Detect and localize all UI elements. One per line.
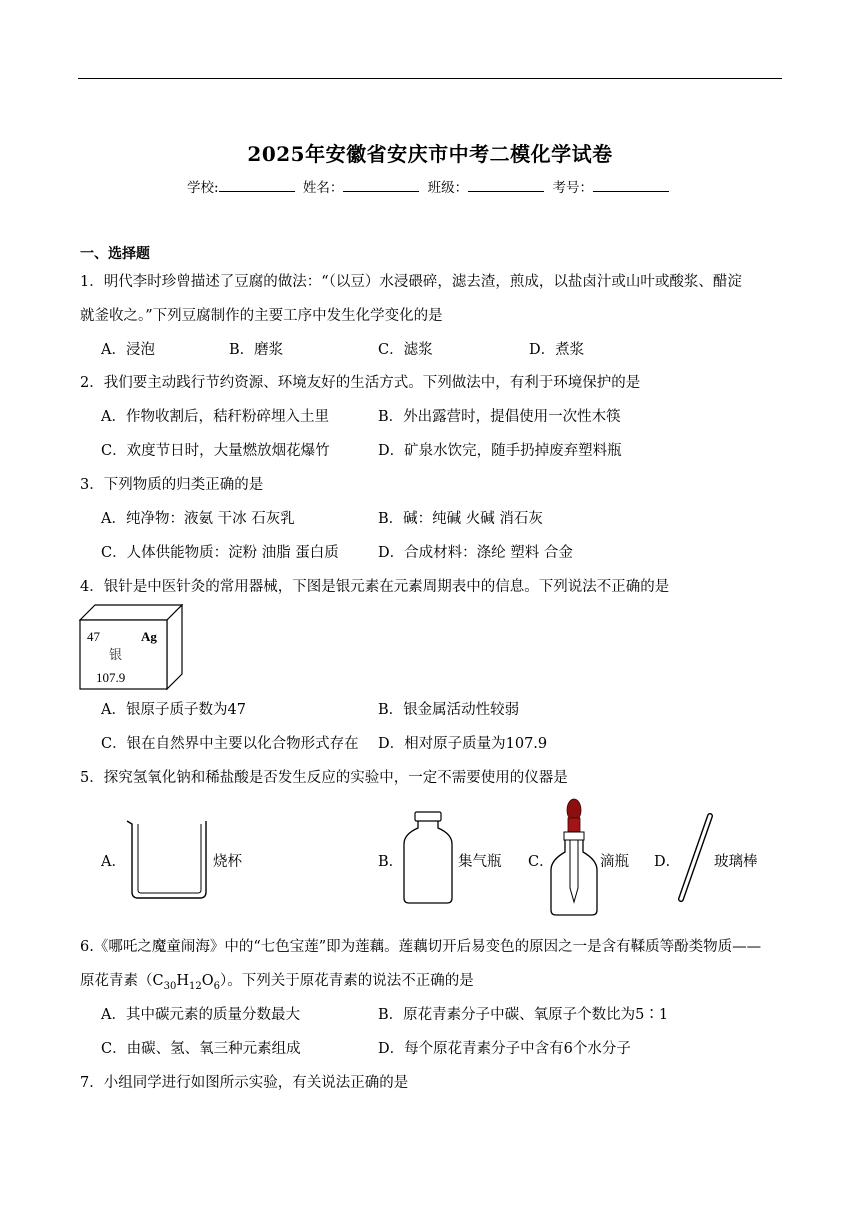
q3-option-c[interactable]: C．人体供能物质：淀粉 油脂 蛋白质: [101, 545, 339, 561]
q5-option-d-letter[interactable]: D．: [654, 854, 681, 870]
q1-stem-line2: 就釜收之。”下列豆腐制作的主要工序中发生化学变化的是: [80, 308, 443, 324]
q2-option-d[interactable]: D．矿泉水饮完，随手扔掉废弃塑料瓶: [378, 443, 622, 459]
element-symbol: Ag: [141, 629, 157, 644]
q4-option-d[interactable]: D．相对原子质量为107.9: [378, 736, 548, 752]
q6-option-d[interactable]: D．每个原花青素分子中含有6个水分子: [378, 1041, 631, 1057]
q1-option-d[interactable]: D．煮浆: [529, 342, 585, 358]
q6-sub-o: 6: [213, 980, 220, 992]
q5-option-a-letter[interactable]: A．: [101, 854, 126, 870]
exam-number-blank[interactable]: [593, 179, 669, 192]
q5-option-c-letter[interactable]: C．: [528, 854, 554, 870]
tile-side-face: [167, 605, 182, 689]
q6-option-b[interactable]: B．原花青素分子中碳、氧原子个数比为5∶1: [378, 1007, 669, 1023]
q6-option-c[interactable]: C．由碳、氢、氧三种元素组成: [101, 1041, 301, 1057]
q6-line2-pre: 原花青素（C: [80, 973, 164, 989]
q3-option-b[interactable]: B．碱：纯碱 火碱 消石灰: [378, 511, 543, 527]
q4-option-c[interactable]: C．银在自然界中主要以化合物形式存在: [101, 736, 359, 752]
class-label: 班级：: [427, 180, 469, 196]
q2-option-a[interactable]: A．作物收割后，秸秆粉碎埋入土里: [101, 409, 329, 425]
q4-option-b[interactable]: B．银金属活动性较弱: [378, 702, 520, 718]
element-name: 银: [109, 648, 123, 663]
q5-option-b-label[interactable]: 集气瓶: [458, 854, 502, 870]
q2-option-b[interactable]: B．外出露营时，提倡使用一次性木筷: [378, 409, 621, 425]
section-title: 一、选择题: [80, 246, 150, 262]
q6-sub-h: 12: [189, 980, 202, 992]
dropper-bottle-icon: [548, 796, 600, 918]
q5-option-b-letter[interactable]: B．: [378, 854, 404, 870]
glass-rod-icon: [674, 812, 716, 904]
beaker-icon: [124, 818, 212, 902]
exam-number-label: 考号：: [552, 180, 593, 196]
q5-option-d-label[interactable]: 玻璃棒: [714, 854, 758, 870]
element-tile-figure: [79, 604, 183, 690]
name-label: 姓名：: [302, 180, 344, 196]
q1-stem-line1: 1．明代李时珍曾描述了豆腐的做法：“（以豆）水浸碨碎，滤去渣，煎成，以盐卤汁或山叶或酸浆、醋淀: [80, 274, 742, 290]
element-mass: 107.9: [96, 670, 126, 685]
q1-option-c[interactable]: C．滤浆: [378, 342, 433, 358]
q6-sub-c: 30: [163, 980, 177, 992]
exam-title: 2025年安徽省安庆市中考二模化学试卷: [247, 142, 613, 166]
q2-stem: 2．我们要主动践行节约资源、环境友好的生活方式。下列做法中，有利于环境保护的是: [80, 375, 641, 391]
q1-option-b[interactable]: B．磨浆: [229, 342, 284, 358]
q5-option-c-label[interactable]: 滴瓶: [600, 854, 629, 870]
q6-option-a[interactable]: A．其中碳元素的质量分数最大: [101, 1007, 300, 1023]
name-blank[interactable]: [343, 179, 419, 192]
q3-option-d[interactable]: D．合成材料：涤纶 塑料 合金: [378, 545, 573, 561]
q4-stem: 4．银针是中医针灸的常用器械，下图是银元素在元素周期表中的信息。下列说法不正确的是: [80, 579, 670, 595]
tile-top-face: [80, 605, 182, 620]
student-info-line: [0, 176, 860, 196]
q6-line2-post: ）。下列关于原花青素的说法不正确的是: [220, 973, 474, 989]
element-number: 47: [87, 629, 100, 644]
school-blank[interactable]: [219, 179, 295, 192]
q5-stem: 5．探究氢氧化钠和稀盐酸是否发生反应的实验中，一定不需要使用的仪器是: [80, 770, 568, 786]
q6-stem-line1: 6.《哪吒之魔童闹海》中的“七色宝莲”即为莲藕。莲藕切开后易变色的原因之一是含有鞣质等酚类物质——: [80, 939, 762, 955]
q3-stem: 3．下列物质的归类正确的是: [80, 477, 264, 493]
top-divider: [78, 78, 782, 79]
class-blank[interactable]: [468, 179, 544, 192]
school-label: 学校:: [187, 180, 219, 196]
q7-stem: 7．小组同学进行如图所示实验，有关说法正确的是: [80, 1075, 409, 1091]
q6-stem-line2: [80, 969, 474, 992]
q1-option-a[interactable]: A．浸泡: [101, 342, 155, 358]
q5-option-a-label[interactable]: 烧杯: [213, 854, 242, 870]
q3-option-a[interactable]: A．纯净物：液氨 干冰 石灰乳: [101, 511, 295, 527]
q6-o: O: [201, 973, 214, 989]
q2-option-c[interactable]: C．欢度节日时，大量燃放烟花爆竹: [101, 443, 330, 459]
q6-h: H: [176, 973, 189, 989]
q4-option-a[interactable]: A．银原子质子数为47: [101, 702, 246, 718]
gas-jar-icon: [399, 810, 457, 906]
